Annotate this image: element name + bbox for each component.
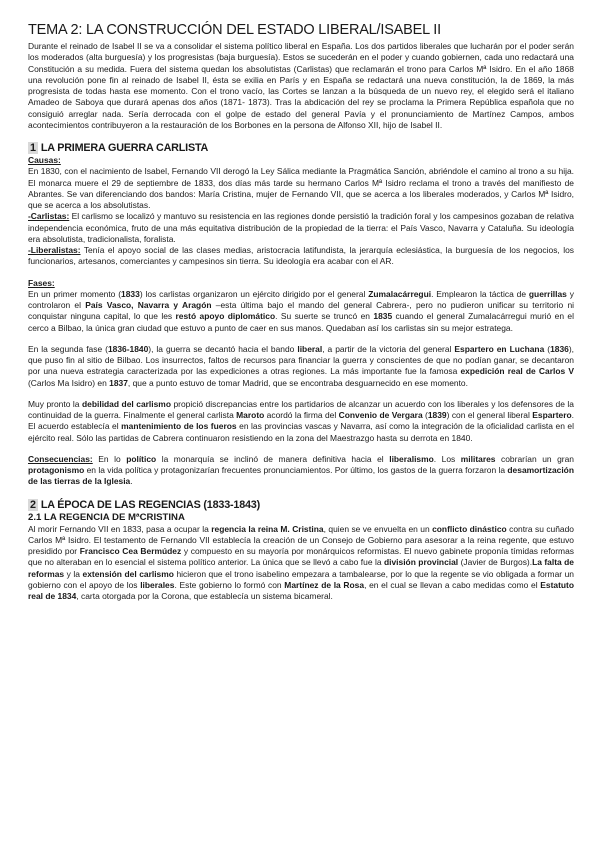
fases-paragraph-1 <box>28 289 574 334</box>
text-run: 1835 <box>373 311 393 322</box>
text-run: hicieron que el trono isabelino empezara a tambalearse, por lo que la regente se vio obligada a formar un gobierno con el apoyo de los <box>28 568 574 590</box>
text-run: La falta de reformas <box>28 557 575 579</box>
text-run: político <box>126 453 157 464</box>
text-run: . El acuerdo establecía el <box>28 410 574 432</box>
section-2-heading <box>28 498 574 512</box>
text-run: protagonismo <box>28 465 85 475</box>
document-content <box>28 22 574 602</box>
intro-paragraph: Durante el reinado de Isabel II se va a consolidar el sistema político liberal en España. Los dos partidos liberales que lucharán por el poder serán los moderados (alta burguesía) y los progresistas (baja burguesía). Estos se sucederán en el poder y cuando gobiernen, cada uno redactará una Constitución a su medida. Fuera del sistema quedan los absolutistas (Carlistas) que reclamarán el trono para Carlos Mª Isidro. En el año 1868 una revolución pone fin al reinado de Isabel II, ésta se exilia en París y en España se redactará una nueva constitución, la de 1869, la más progresista de todas hasta ese momento. Con el trono vacío, las Cortes se lanzan a la búsqueda de un nuevo rey, el elegido será el italiano Amadeo de Saboya que durará apenas dos años (1871- 1873). Tras la abdicación del rey se proclama la Primera República española que no consiguió arreglar nada. Sería derrocada con el golpe de estado del general Pavía y el pronunciamiento de Martínez Campos, ambos acontecimientos contribuyeron a la restauración de los Borbones en la persona de Alfonso XII, hijo de Isabel II. <box>28 41 574 130</box>
section-2-title: LA ÉPOCA DE LAS REGENCIAS (1833-1843) <box>40 498 261 511</box>
text-run: Al morir Fernando VII en 1833, pasa a ocupar la <box>28 523 212 534</box>
text-run: contra su cuñado Carlos Mª Isidro. El testamento de Fernando VII establecía la creación de un Consejo de Gobierno para asesorar a la reina regente, que estuvo presidido por <box>28 523 574 556</box>
fases-label-line <box>28 278 574 289</box>
text-run: , carta otorgada por la Corona, que establecía un sistema bicameral. <box>76 591 333 601</box>
text-run: 1836-1840 <box>107 343 149 354</box>
text-run: liberales <box>140 579 175 590</box>
text-run: (Carlos Ma Isidro) en <box>28 377 110 388</box>
text-run: en la vida política y protagonizarían frecuentes pronunciamientos. Por último, los gastos de la guerra forzaron la <box>84 465 508 475</box>
text-run: ), que puso fin al sitio de Bilbao. Los insurrectos, faltos de recursos para financiar la guerra y conscientes de que no podían ganar, se decantaron por una nueva estrategia caracterizada por las expediciones a otras regiones. La más importante fue la famosa <box>28 343 574 377</box>
text-run: Muy pronto la <box>28 398 82 409</box>
fases-label: Fases: <box>28 277 55 288</box>
text-run: , que a punto estuvo de tomar Madrid, que se encontraba desguarnecido en ese momento. <box>127 377 468 388</box>
text-run: y la <box>64 568 83 579</box>
text-run: 1833 <box>121 288 140 299</box>
text-run: ) con el general liberal <box>446 410 533 420</box>
carlistas-label: -Carlistas: <box>28 211 70 222</box>
section-2-1-heading: 2.1 LA REGENCIA DE MªCRISTINA <box>28 511 185 523</box>
text-run: En la segunda fase ( <box>28 343 108 354</box>
carlistas-paragraph <box>28 211 574 245</box>
text-run: extensión del carlismo <box>82 568 174 579</box>
text-run: cobrarían un gran <box>495 453 574 464</box>
text-run: –esta última bajo el mando del general Cabrera-, pero no pudieron unificar su territorio ni conquistar ninguna capital, lo que les <box>28 300 575 322</box>
section-1-title: LA PRIMERA GUERRA CARLISTA <box>40 142 209 154</box>
text-run: . Este gobierno lo formó con <box>174 579 285 590</box>
consecuencias-text <box>28 454 574 487</box>
text-run: ) los carlistas organizaron un ejército dirigido por el general <box>139 288 369 299</box>
page-title: TEMA 2: LA CONSTRUCCIÓN DEL ESTADO LIBERAL/ISABEL II <box>28 22 441 38</box>
liberalistas-text: Tenía el apoyo social de las clases medias, aristocracia latifundista, la jerarquía eclesiástica, la burguesía de los negocios, los funcionarios, artesanos, comerciantes y campesinos sin tierra. Su ideología era acabar con el AR. <box>28 245 574 267</box>
text-run: País Vasco, Navarra y Aragón <box>85 300 212 310</box>
text-run: En un primer momento ( <box>28 288 122 299</box>
text-run: militares <box>460 453 496 464</box>
text-run: Maroto <box>236 410 265 420</box>
text-run: . <box>130 476 133 487</box>
text-run: Zumalacárregui <box>368 288 432 299</box>
text-run: , quien se ve envuelta en un <box>323 523 433 534</box>
consecuencias-paragraph <box>28 454 574 488</box>
text-run: en las provincias vascas y Navarra, así como la integración de la oficialidad carlista en el ejército real. Sólo las partidas de Cabrera continuaron resistiendo en la zona del Maestrazgo hasta su derrota en 1840. <box>28 421 574 443</box>
text-run: conflicto dinástico <box>432 523 507 534</box>
text-run: Estatuto real de 1834 <box>28 579 575 601</box>
text-run: ( <box>544 343 551 354</box>
causas-label-line <box>28 155 574 166</box>
text-run: 1839 <box>427 410 447 420</box>
causas-paragraph: En 1830, con el nacimiento de Isabel, Fernando VII derogó la Ley Sálica mediante la Pragmática Sanción, abriéndole el camino al trono a su hija. El monarca muere el 29 de septiembre de 1833, dos días más tarde su hermano Carlos Mª Isidro reclama el trono a través del manifiesto de Abrantes. Se van diferenciando dos bandos: María Cristina, mujer de Fernando VII, que se acerca a los liberales moderados, y Carlos Mª Isidro, que se acerca a los absolutistas. <box>28 166 574 210</box>
carlistas-text: El carlismo se localizó y mantuvo su resistencia en las regiones donde persistió la tradición foral y los campesinos gozaban de relativa independencia económica, fruto de una más equitativa distribución de la propiedad de la tierra: el País Vasco, Navarra y Cataluña. Su ideología era absolutista, tradicionalista, foralista. <box>28 211 574 244</box>
text-run: (Javier de Burgos). <box>458 557 533 568</box>
text-run: expedición real de Carlos V <box>460 366 574 377</box>
text-run: cuando el general Zumalacárregui murió en el cerco a Bilbao, la única gran ciudad que estuvo a punto de caer en sus manos. Quedaban así los carlistas sin su mejor estratega. <box>28 311 574 333</box>
text-run: . Emplearon la táctica de <box>431 288 529 299</box>
text-run: mantenimiento de los fueros <box>121 421 237 432</box>
text-run: división provincial <box>383 557 459 568</box>
liberalistas-label: -Liberalistas: <box>28 245 81 255</box>
text-run: liberalismo <box>389 453 434 464</box>
section-1-heading <box>28 141 574 155</box>
text-run: ( <box>422 410 428 420</box>
text-run: restó apoyo diplomático <box>175 311 276 322</box>
text-run: En lo <box>92 453 127 464</box>
text-run: la monarquía se inclinó de manera definitiva hacia el <box>156 453 390 464</box>
causas-label: Causas: <box>28 155 61 165</box>
text-run: . Los <box>433 453 461 464</box>
liberalistas-paragraph <box>28 245 574 268</box>
fases-paragraph-2 <box>28 344 574 389</box>
text-run: Francisco Cea Bermúdez <box>79 546 182 556</box>
text-run: , a partir de la victoria del general <box>322 343 455 354</box>
text-run: desamortización de las tierras de la Iglesia <box>28 465 574 487</box>
text-run: acordó la firma del <box>264 410 339 420</box>
text-run: y compuesto en su mayoría por monárquicos reformistas. El nuevo gabinete proponía tímidas reformas que no alteraban en lo esencial el sistema político anterior. La única que se llevó a cabo fue la <box>28 546 574 568</box>
consecuencias-label: Consecuencias: <box>28 453 93 464</box>
text-run: Martínez de la Rosa <box>284 579 365 590</box>
text-run: guerrillas <box>528 288 567 299</box>
section-1-number: 1 <box>30 142 36 154</box>
text-run: , en el cual se llevan a cabo medidas como el <box>364 579 541 590</box>
text-run: regencia la reina M. Cristina <box>211 523 324 534</box>
regencia-cristina-paragraph <box>28 524 574 603</box>
text-run: Espartero <box>532 410 572 420</box>
text-run: debilidad del carlismo <box>82 398 171 409</box>
text-run: . Su suerte se truncó en <box>275 311 374 322</box>
text-run: Espartero en Luchana <box>454 343 545 354</box>
text-run: y controlaron el <box>28 288 574 310</box>
text-run: 1837 <box>109 377 128 388</box>
text-run: propició discrepancias entre los partidarios de alcanzar un acuerdo con los liberales y los defensores de la continuidad de la guerra. Finalmente el general carlista <box>28 398 574 420</box>
text-run: 1836 <box>550 343 569 354</box>
fases-paragraph-3 <box>28 399 574 444</box>
text-run: liberal <box>297 343 323 354</box>
text-run: ), la guerra se decantó hacia el bando <box>148 343 298 354</box>
section-2-number: 2 <box>30 498 36 511</box>
text-run: Convenio de Vergara <box>338 410 423 420</box>
